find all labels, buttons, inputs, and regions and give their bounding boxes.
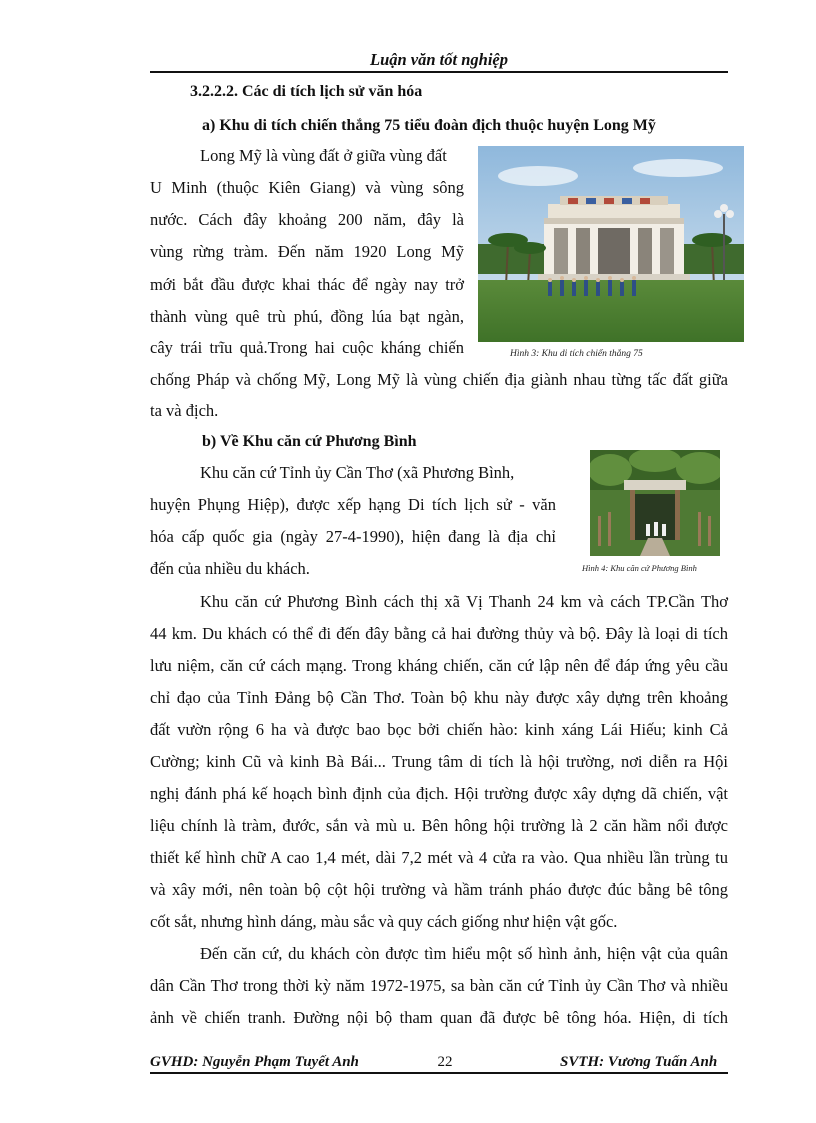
para-b2-line: nghị đánh phá kế hoạch bình định của địch. Hội trường được xây dựng dã chiến, vật [150, 784, 728, 803]
para-b2-line: Cường; kinh Cũ và kinh Bà Bái... Trung tâm di tích là hội trường, nơi diễn ra Hội [150, 752, 728, 771]
subheading-b: b) Về Khu căn cứ Phương Bình [202, 433, 417, 450]
para-a-line: U Minh (thuộc Kiên Giang) và vùng sông [150, 178, 464, 197]
para-a-line: thành vùng quê trù phú, đồng lúa bạt ngàn, [150, 307, 464, 326]
para-a-line: Long Mỹ là vùng đất ở giữa vùng đất [200, 146, 447, 165]
figure-3-photo [478, 146, 744, 342]
figure-3-caption: Hình 3: Khu di tích chiến thắng 75 [510, 349, 643, 359]
para-a-line: mới bắt đầu được khai thác để ngày nay trở [150, 275, 464, 294]
para-b3-line: ảnh về chiến tranh. Đường nội bộ tham quan đã được bê tông hóa. Hiện, di tích [150, 1008, 728, 1027]
para-b2-line: thiết kế hình chữ A cao 1,4 mét, dài 7,2 mét và 4 cửa ra vào. Qua nhiều lần trùng tu [150, 848, 728, 867]
page-header-title: Luận văn tốt nghiệp [370, 50, 508, 69]
para-b1-line: hóa cấp quốc gia (ngày 27-4-1990), hiện đang là địa chỉ [150, 527, 556, 546]
header-rule [150, 71, 728, 73]
para-b1-line: huyện Phụng Hiệp), được xếp hạng Di tích lịch sử - văn [150, 495, 556, 514]
para-a-line: vùng rừng tràm. Đến năm 1920 Long Mỹ [150, 242, 464, 261]
para-b2-line: và xây mới, nên toàn bộ cột hội trường và hầm tránh pháo được đúc bằng bê tông [150, 880, 728, 899]
para-a-line: nước. Cách đây khoảng 200 năm, đây là [150, 210, 464, 229]
para-b1-line: đến của nhiều du khách. [150, 559, 310, 578]
figure-4-caption: Hình 4: Khu căn cứ Phương Bình [582, 563, 697, 573]
subheading-a: a) Khu di tích chiến thắng 75 tiểu đoàn địch thuộc huyện Long Mỹ [202, 117, 656, 134]
para-b1-line: Khu căn cứ Tỉnh ủy Cần Thơ (xã Phương Bình, [200, 463, 515, 482]
para-b2-line: cốt sắt, nhưng hình dáng, màu sắc và quy cách giống như hiện vật gốc. [150, 912, 618, 931]
footer-rule [150, 1072, 728, 1074]
para-b3-line: dân Cần Thơ trong thời kỳ năm 1972-1975, sa bàn căn cứ Tỉnh ủy Cần Thơ và nhiều [150, 976, 728, 995]
para-a-line: ta và địch. [150, 401, 219, 420]
para-a-line: chống Pháp và chống Mỹ, Long Mỹ là vùng chiến địa giành nhau từng tấc đất giữa [150, 370, 728, 389]
footer-advisor: GVHD: Nguyễn Phạm Tuyết Anh [150, 1054, 359, 1070]
para-b2-line: đất vườn rộng 6 ha và được bao bọc bởi chiến hào: kinh xáng Lái Hiếu; kinh Cả [150, 720, 728, 739]
para-b2-line: lưu niệm, căn cứ cách mạng. Trong kháng chiến, căn cứ lập nên để đáp ứng yêu cầu [150, 656, 728, 675]
para-b3-line: Đến căn cứ, du khách còn được tìm hiểu một số hình ảnh, hiện vật của quân [200, 944, 728, 963]
section-heading: 3.2.2.2. Các di tích lịch sử văn hóa [190, 83, 423, 100]
para-b2-line: liệu chính là tràm, đước, sắn và mù u. Bên hông hội trường là 2 căn hầm nổi được [150, 816, 728, 835]
para-a-line: cây trái trĩu quả.Trong hai cuộc kháng chiến [150, 338, 464, 357]
para-b2-line: chỉ đạo của Tỉnh Đảng bộ Cần Thơ. Toàn bộ khu này được xây dựng trên khoảng [150, 688, 728, 707]
para-b2-line: Khu căn cứ Phương Bình cách thị xã Vị Thanh 24 km và cách TP.Cần Thơ [200, 592, 728, 611]
figure-4-photo [590, 450, 720, 556]
page-number: 22 [437, 1054, 453, 1070]
footer-student: SVTH: Vương Tuấn Anh [560, 1054, 718, 1070]
para-b2-line: 44 km. Du khách có thể đi đến đây bằng cả hai đường thủy và bộ. Đây là loại di tích [150, 624, 728, 643]
